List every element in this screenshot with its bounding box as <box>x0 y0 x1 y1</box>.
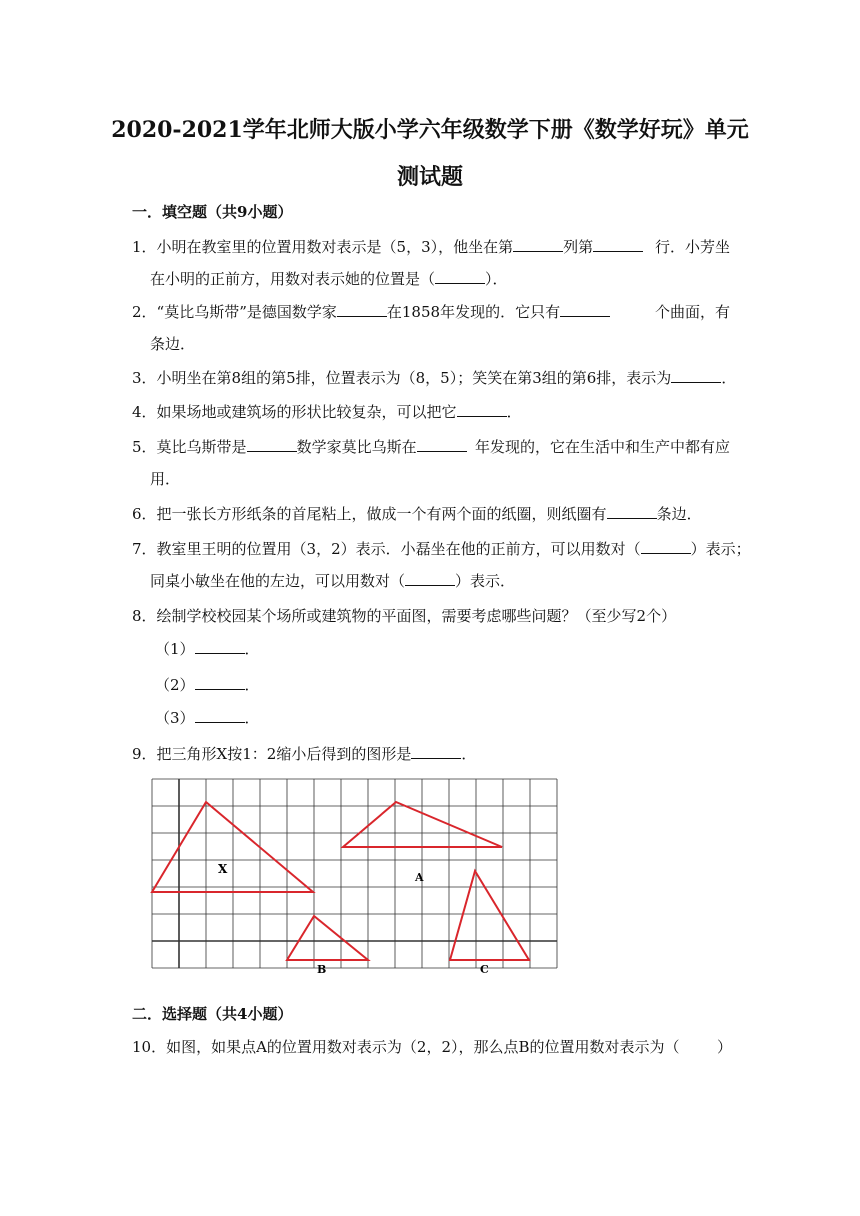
grid-svg <box>150 777 560 987</box>
question-8-sub2: （2） ． <box>155 676 260 694</box>
question-8-sub3: （3） ． <box>155 709 260 727</box>
label-a: A <box>415 871 424 884</box>
label-c: C <box>480 963 489 976</box>
blank[interactable] <box>417 436 467 452</box>
document-title-line1: 2020-2021学年北师大版小学六年级数学下册《数学好玩》单元 <box>111 117 749 143</box>
question-7-line2: 同桌小敏坐在他的左边，可以用数对（ ）表示． <box>150 572 516 590</box>
label-x: X <box>218 862 228 876</box>
triangle-a <box>343 802 502 847</box>
blank[interactable] <box>337 301 387 317</box>
label-b: B <box>317 963 327 976</box>
section2-heading: 二．选择题（共4小题） <box>132 1005 293 1023</box>
blank[interactable] <box>405 570 455 586</box>
triangle-c <box>450 871 529 960</box>
question-6: 6．把一张长方形纸条的首尾粘上，做成一个有两个面的纸圈，则纸圈有 条边． <box>132 505 702 523</box>
triangle-grid-figure <box>150 777 560 987</box>
question-3: 3．小明坐在第8组的第5排，位置表示为（8，5）；笑笑在第3组的第6排，表示为 ． <box>132 369 737 387</box>
blank[interactable] <box>607 503 657 519</box>
triangle-x <box>152 802 313 892</box>
blank[interactable] <box>435 268 485 284</box>
triangle-b <box>287 916 368 960</box>
blank[interactable] <box>560 301 610 317</box>
question-9: 9．把三角形X按1：2缩小后得到的图形是 ． <box>132 745 477 763</box>
blank[interactable] <box>457 401 507 417</box>
question-5-line1: 5． 莫比乌斯带是 数学家莫比乌斯在 年发现的，它在生活中和生产中都有应 <box>132 438 730 456</box>
section1-heading: 一．填空题（共9小题） <box>132 203 293 221</box>
question-5-line2: 用． <box>150 470 181 488</box>
blank[interactable] <box>411 743 461 759</box>
question-2-line1: 2． “莫比乌斯带”是德国数学家 在1858年发现的．它只有 个曲面，有 <box>132 303 730 321</box>
question-4: 4．如果场地或建筑场的形状比较复杂，可以把它 ． <box>132 403 522 421</box>
question-8: 8．绘制学校校园某个场所或建筑物的平面图，需要考虑哪些问题？（至少写2个） <box>132 607 677 625</box>
blank[interactable] <box>247 436 297 452</box>
question-8-sub1: （1） ． <box>155 640 260 658</box>
blank[interactable] <box>195 707 245 723</box>
blank[interactable] <box>195 674 245 690</box>
document-title-line2: 测试题 <box>396 164 463 190</box>
blank[interactable] <box>671 367 721 383</box>
question-10: 10．如图，如果点A的位置用数对表示为（2，2），那么点B的位置用数对表示为（ ） <box>132 1038 732 1056</box>
question-1-line1: 1． 小明在教室里的位置用数对表示是（5，3），他坐在第 列第 行．小芳坐 <box>132 238 730 256</box>
blank[interactable] <box>195 638 245 654</box>
triangles <box>152 802 529 960</box>
blank[interactable] <box>641 538 691 554</box>
blank[interactable] <box>513 236 563 252</box>
question-2-line2: 条边． <box>150 335 196 353</box>
blank[interactable] <box>593 236 643 252</box>
question-1-line2: 在小明的正前方，用数对表示她的位置是（ ）． <box>150 270 508 288</box>
question-7-line1: 7．教室里王明的位置用（3，2）表示．小磊坐在他的正前方，可以用数对（ ）表示； <box>132 540 751 558</box>
